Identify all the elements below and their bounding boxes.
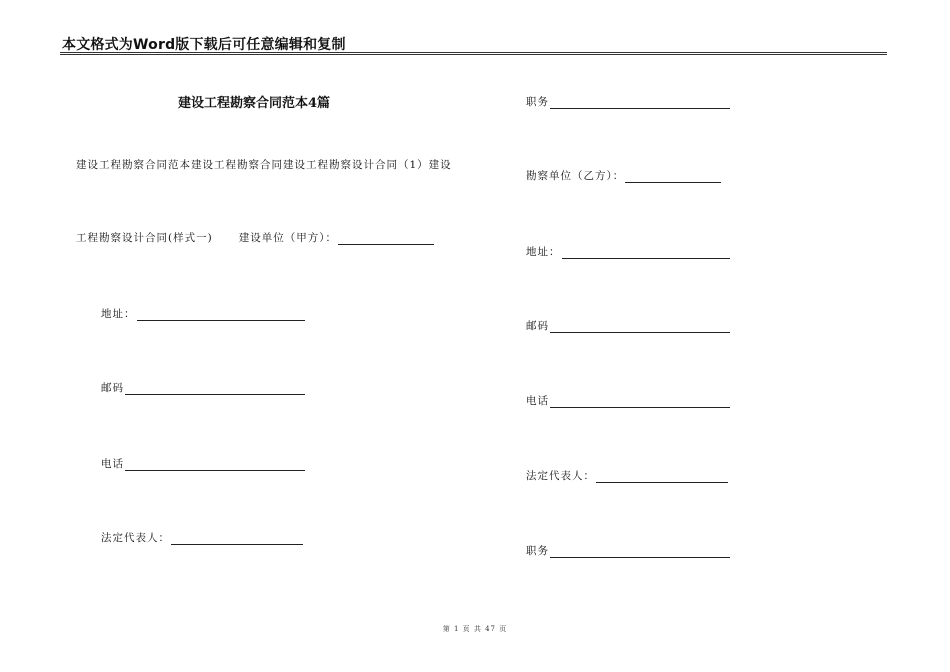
left-legal-rep-blank — [171, 533, 303, 545]
right-address-label: 地址： — [526, 246, 561, 258]
party-b-blank — [625, 171, 721, 183]
document-title: 建设工程勘察合同范本4篇 — [178, 96, 331, 111]
right-postcode-field — [526, 318, 730, 333]
right-legal-rep-label: 法定代表人： — [526, 470, 595, 482]
party-b-label: 勘察单位（乙方）： — [526, 170, 625, 182]
left-address-field — [101, 306, 305, 321]
left-address-blank — [137, 309, 305, 321]
right-legal-rep-blank — [596, 471, 728, 483]
right-position-top-field — [526, 94, 730, 109]
left-phone-label: 电话 — [101, 458, 124, 470]
right-phone-label: 电话 — [526, 395, 549, 407]
right-position-top-label: 职务 — [526, 96, 549, 108]
left-postcode-label: 邮码 — [101, 382, 124, 394]
right-address-blank — [562, 247, 730, 259]
intro-paragraph: 建设工程勘察合同范本建设工程勘察合同建设工程勘察设计合同（1）建设 — [76, 159, 452, 171]
right-position-top-blank — [550, 97, 730, 109]
header-rule-top — [60, 52, 887, 53]
left-legal-rep-field — [101, 530, 303, 545]
right-position-bottom-blank — [550, 546, 730, 558]
contract-style-text: 工程勘察设计合同(样式一) — [76, 232, 213, 244]
header-rule-bottom — [60, 54, 887, 55]
left-address-label: 地址： — [101, 308, 136, 320]
left-legal-rep-label: 法定代表人： — [101, 532, 170, 544]
page-number: 第 1 页 共 47 页 — [442, 625, 508, 633]
right-legal-rep-field — [526, 468, 728, 483]
party-b-field — [526, 168, 721, 183]
left-phone-field — [101, 456, 305, 471]
document-header: 本文格式为Word版下载后可任意编辑和复制 — [62, 37, 346, 53]
right-position-bottom-label: 职务 — [526, 545, 549, 557]
right-postcode-label: 邮码 — [526, 320, 549, 332]
party-a-label: 建设单位（甲方）： — [238, 232, 337, 244]
party-a-line — [76, 230, 434, 245]
party-a-blank — [338, 233, 434, 245]
left-phone-blank — [125, 459, 305, 471]
right-phone-blank — [550, 396, 730, 408]
right-phone-field — [526, 393, 730, 408]
left-postcode-blank — [125, 383, 305, 395]
right-position-bottom-field — [526, 543, 730, 558]
right-postcode-blank — [550, 321, 730, 333]
left-postcode-field — [101, 380, 305, 395]
right-address-field — [526, 244, 730, 259]
